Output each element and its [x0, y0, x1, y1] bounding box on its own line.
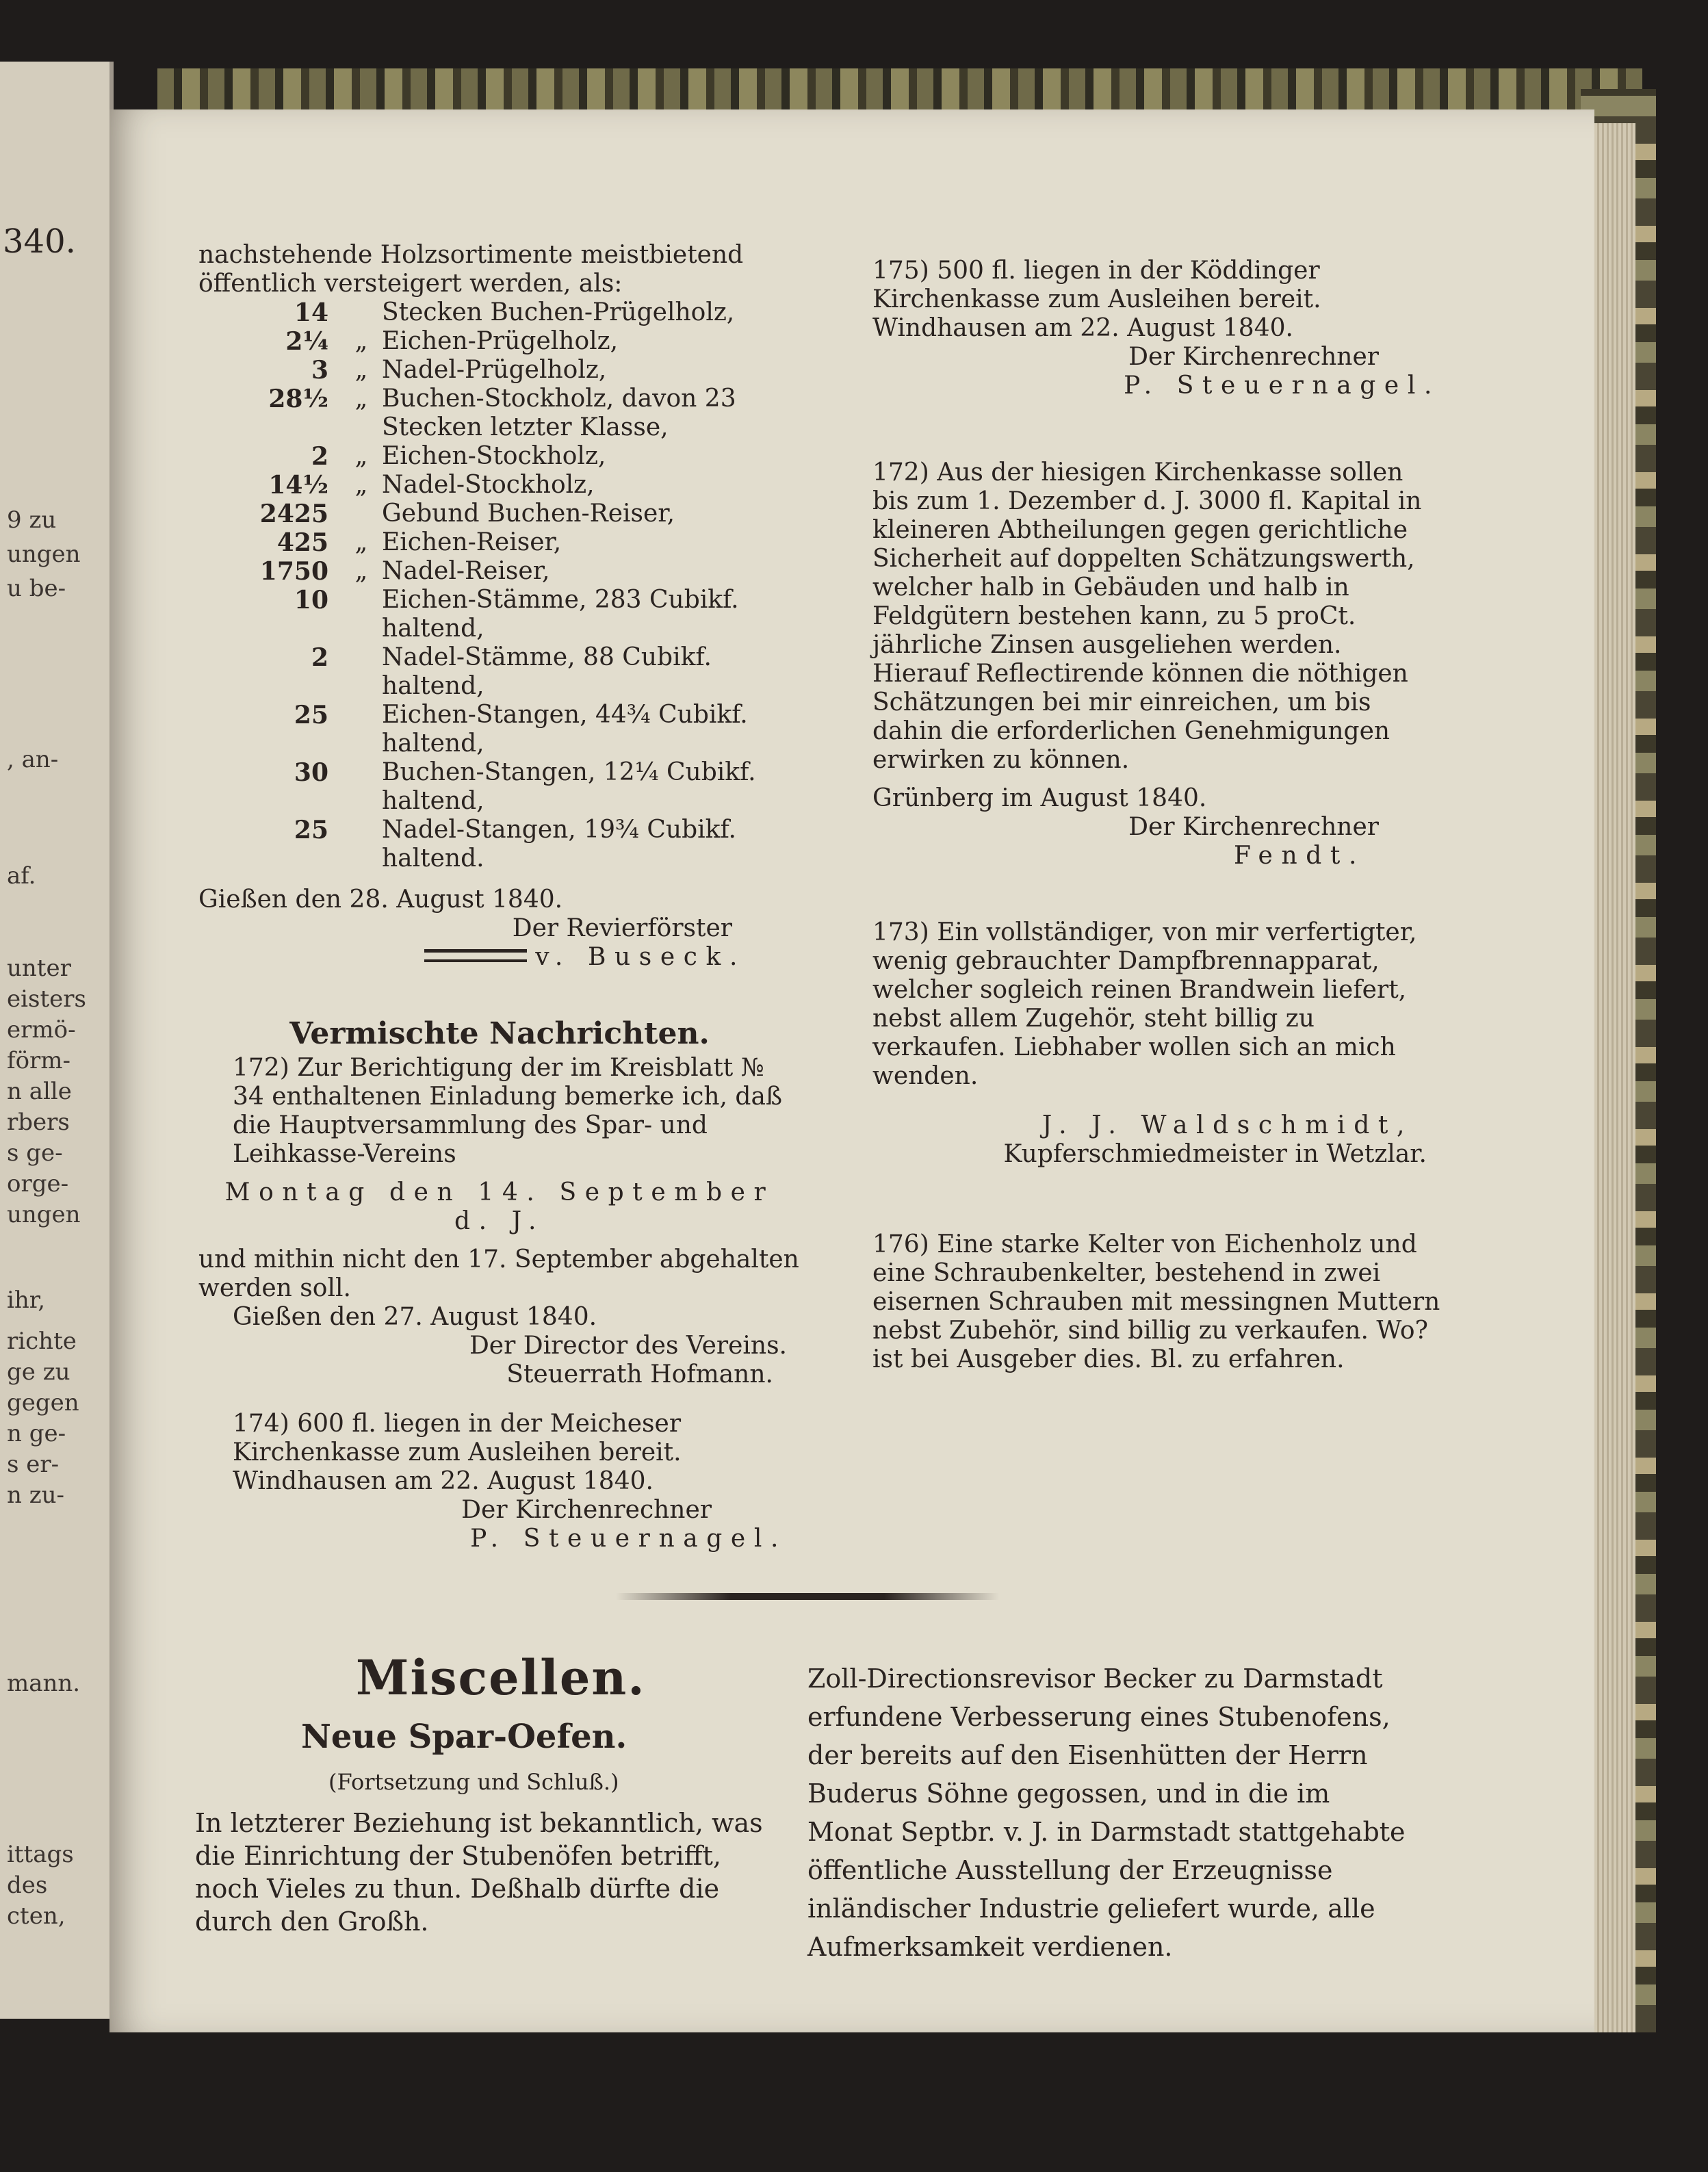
- left-page-fragment: cten,: [7, 1902, 66, 1930]
- wood-list-cell-q: „: [354, 442, 368, 470]
- left-page-number: 340.: [3, 222, 76, 261]
- notice-173-signature-title: Kupferschmiedmeister in Wetzlar.: [1003, 1140, 1427, 1168]
- left-page-fragment: unter: [7, 955, 71, 982]
- wood-list-cell-n: 30: [294, 758, 328, 787]
- miscellen-subheading: Neue Spar-Oefen.: [301, 1718, 627, 1756]
- notice-172b-text: 172) Aus der hiesigen Kirchenkasse sollen bis zum 1. Dezember d. J. 3000 fl. Kapital in kleineren Abtheilungen gegen gerichtliche Sicherheit auf doppelten Schätzungswerth, welcher halb in Gebäuden und halb in Feldgütern bestehen kann, zu 5 proCt. jährliche Zinsen ausgeliehen werden. Hierauf Reflectirende können die nöthigen Schätzungen bei mir einreichen, um bis dahin die erforderlichen Genehmigungen erwirken zu können.: [872, 458, 1422, 774]
- left-page-fragment: 9 zu: [7, 506, 57, 534]
- wood-list-cell-q: „: [354, 471, 368, 499]
- left-page-fragment: ungen: [7, 1201, 81, 1228]
- wood-list-row: [198, 557, 801, 586]
- wood-list-cell-q: „: [354, 356, 368, 384]
- notice-176-text: 176) Eine starke Kelter von Eichenholz und eine Schraubenkelter, bestehend in zwei eisernen Schrauben mit messingnen Muttern nebst Zubehör, sind billig zu verkaufen. Wo? ist bei Ausgeber dies. Bl. zu erfahren.: [872, 1230, 1440, 1373]
- wood-list-cell-t: Buchen-Stangen, 12¼ Cubikf. haltend,: [382, 758, 756, 815]
- wood-list-cell-n: 425: [276, 528, 328, 557]
- auction-date: Gießen den 28. August 1840.: [198, 885, 563, 914]
- left-page-fragment: n alle: [7, 1078, 72, 1105]
- left-page-fragment: ittags: [7, 1841, 74, 1868]
- notice-172-signature-name: Steuerrath Hofmann.: [506, 1360, 773, 1388]
- left-page-fragment: n ge-: [7, 1420, 66, 1447]
- page-edges: [1594, 123, 1635, 2032]
- notice-173-signature-name: J. J. Waldschmidt,: [1041, 1111, 1413, 1139]
- left-page-fragment: u be-: [7, 575, 66, 602]
- notice-174-signature-title: Der Kirchenrechner: [461, 1496, 712, 1524]
- wood-list-cell-q: „: [354, 385, 368, 413]
- left-page-fragment: richte: [7, 1328, 77, 1355]
- wood-list-cell-t: Nadel-Stangen, 19¾ Cubikf. haltend.: [382, 816, 736, 872]
- left-facing-page: [0, 62, 114, 2019]
- wood-list-cell-q: [341, 816, 382, 873]
- left-column: [198, 241, 801, 1553]
- notice-175-signature-title: Der Kirchenrechner: [1128, 343, 1379, 371]
- notice-172b-place: Grünberg im August 1840.: [872, 784, 1207, 812]
- wood-list-cell-t: Eichen-Reiser,: [382, 528, 562, 556]
- left-page-fragment: mann.: [7, 1670, 81, 1697]
- wood-list-row: [198, 385, 801, 442]
- wood-list-cell-t: Nadel-Stämme, 88 Cubikf. haltend,: [382, 643, 712, 700]
- wood-list-cell-t: Nadel-Prügelholz,: [382, 356, 607, 384]
- wood-list-cell-q: „: [354, 557, 368, 585]
- notice-172-date: Montag den 14. September d. J.: [224, 1178, 775, 1235]
- wood-list-row: [198, 528, 801, 557]
- wood-list-cell-n: 14: [294, 298, 328, 327]
- wood-list-row: [198, 643, 801, 701]
- wood-list-cell-t: Eichen-Stämme, 283 Cubikf. haltend,: [382, 586, 739, 643]
- miscellen-right-paragraph: Zoll-Directionsrevisor Becker zu Darmstadt erfundene Verbesserung eines Stubenofens, der bereits auf den Eisenhütten der Herrn Buderus Söhne gegossen, und in die im Monat Septbr. v. J. in Darmstadt stattgehabte öffentliche Ausstellung der Erzeugnisse inländischer Industrie geliefert wurde, alle Aufmerksamkeit verdienen.: [807, 1664, 1406, 1962]
- wood-list-row: [198, 327, 801, 356]
- wood-list-cell-q: [341, 758, 382, 816]
- left-page-fragment: s er-: [7, 1451, 60, 1478]
- miscellen-left-paragraph: In letzterer Beziehung ist bekanntlich, was die Einrichtung der Stubenöfen betrifft, noch Vieles zu thun. Deßhalb dürfte die durch den Großh.: [195, 1808, 763, 1937]
- notice-172b-signature-title: Der Kirchenrechner: [1128, 813, 1379, 841]
- left-page-fragment: des: [7, 1872, 48, 1899]
- divider-wide: [616, 1593, 999, 1600]
- wood-list-cell-q: „: [354, 528, 368, 556]
- wood-list-cell-q: [341, 500, 382, 528]
- wood-list-cell-t: Stecken Buchen-Prügelholz,: [382, 298, 735, 326]
- wood-list-cell-n: 3: [311, 356, 328, 385]
- notice-174-signature-name: P. Steuernagel.: [470, 1525, 787, 1553]
- auction-intro: nachstehende Holzsortimente meistbietend öffentlich versteigert werden, als:: [198, 241, 744, 298]
- left-page-fragment: , an-: [7, 746, 59, 773]
- forester-name: v. Buseck.: [535, 943, 746, 971]
- left-page-fragment: orge-: [7, 1170, 69, 1198]
- notice-172-text: 172) Zur Berichtigung der im Kreisblatt № 34 enthaltenen Einladung bemerke ich, daß die Hauptversammlung des Spar- und Leihkasse-Vereins: [233, 1054, 782, 1168]
- left-page-fragment: eisters: [7, 985, 86, 1013]
- notice-173-text: 173) Ein vollständiger, von mir verfertigter, wenig gebrauchter Dampfbrennapparat, welcher sogleich reinen Brandwein liefert, nebst allem Zugehör, steht billig zu verkaufen. Liebhaber wollen sich an mich wenden.: [872, 918, 1417, 1090]
- wood-list-cell-n: 2: [311, 442, 328, 471]
- wood-list-cell-t: Eichen-Stangen, 44¾ Cubikf. haltend,: [382, 701, 748, 758]
- wood-list-cell-n: 2¼: [285, 327, 328, 356]
- wood-list-cell-q: [341, 586, 382, 643]
- notice-174-place: Windhausen am 22. August 1840.: [233, 1467, 654, 1495]
- left-page-fragment: förm-: [7, 1047, 71, 1074]
- left-page-fragment: s ge-: [7, 1139, 63, 1167]
- wood-list-row: [198, 471, 801, 500]
- wood-list-row: [198, 500, 801, 528]
- notice-174-text: 174) 600 fl. liegen in der Meicheser Kirchenkasse zum Ausleihen bereit.: [233, 1410, 682, 1466]
- left-page-fragment: gegen: [7, 1389, 79, 1417]
- wood-list-row: [198, 758, 801, 816]
- wood-list-cell-n: 28½: [268, 385, 328, 413]
- left-page-fragment: ungen: [7, 541, 81, 568]
- notice-175-place: Windhausen am 22. August 1840.: [872, 314, 1293, 342]
- wood-list-cell-n: 25: [294, 816, 328, 844]
- wood-list-cell-n: 25: [294, 701, 328, 729]
- wood-list-cell-n: 2: [311, 643, 328, 672]
- wood-list-row: [198, 442, 801, 471]
- wood-list-cell-n: 1750: [259, 557, 328, 586]
- wood-list-cell-t: Nadel-Stockholz,: [382, 471, 595, 499]
- wood-list-row: [198, 356, 801, 385]
- wood-list-cell-q: „: [354, 327, 368, 355]
- left-page-fragment: ge zu: [7, 1358, 70, 1386]
- left-page-fragment: ihr,: [7, 1287, 46, 1314]
- wood-list-cell-q: [341, 701, 382, 758]
- wood-list-cell-t: Eichen-Stockholz,: [382, 442, 606, 470]
- miscellen-note: (Fortsetzung und Schluß.): [328, 1769, 619, 1795]
- miscellen-left-text: [161, 1807, 777, 1938]
- wood-list-row: [198, 586, 801, 643]
- wood-list-cell-q: [341, 298, 382, 327]
- wood-list-cell-t: Nadel-Reiser,: [382, 557, 550, 585]
- wood-list-cell-n: 10: [294, 586, 328, 615]
- miscellen-heading: Miscellen.: [356, 1649, 646, 1706]
- notice-172-rest: und mithin nicht den 17. September abgehalten werden soll.: [198, 1245, 799, 1302]
- wood-list-row: [198, 816, 801, 873]
- notice-175-signature-name: P. Steuernagel.: [1124, 372, 1440, 400]
- wood-list-row: [198, 298, 801, 327]
- left-page-fragment: rbers: [7, 1109, 70, 1136]
- divider-short: [424, 949, 527, 962]
- section-heading-vermischte: Vermischte Nachrichten.: [289, 1016, 710, 1051]
- left-page-fragment: af.: [7, 862, 36, 890]
- wood-list-row: [198, 701, 801, 758]
- notice-175-text: 175) 500 fl. liegen in der Köddinger Kirchenkasse zum Ausleihen bereit.: [872, 257, 1321, 313]
- left-page-fragment: ermö-: [7, 1016, 76, 1044]
- forester-title: Der Revierförster: [512, 914, 732, 942]
- wood-list-cell-n: 2425: [259, 500, 328, 528]
- notice-172b-signature-name: Fendt.: [1233, 842, 1365, 870]
- wood-list-cell-n: 14½: [268, 471, 328, 500]
- wood-list-cell-t: Gebund Buchen-Reiser,: [382, 500, 675, 528]
- wood-list-cell-t: Eichen-Prügelholz,: [382, 327, 619, 355]
- left-page-fragment: n zu-: [7, 1482, 65, 1509]
- wood-list-cell-t: Buchen-Stockholz, davon 23 Stecken letzter Klasse,: [382, 385, 736, 441]
- notice-172-place: Gießen den 27. August 1840.: [233, 1303, 597, 1331]
- miscellen-right-text: [807, 1659, 1410, 1966]
- right-column: [838, 257, 1440, 1374]
- wood-list-cell-q: [341, 643, 382, 701]
- notice-172-signature-title: Der Director des Vereins.: [469, 1332, 787, 1360]
- wood-list: [198, 298, 801, 873]
